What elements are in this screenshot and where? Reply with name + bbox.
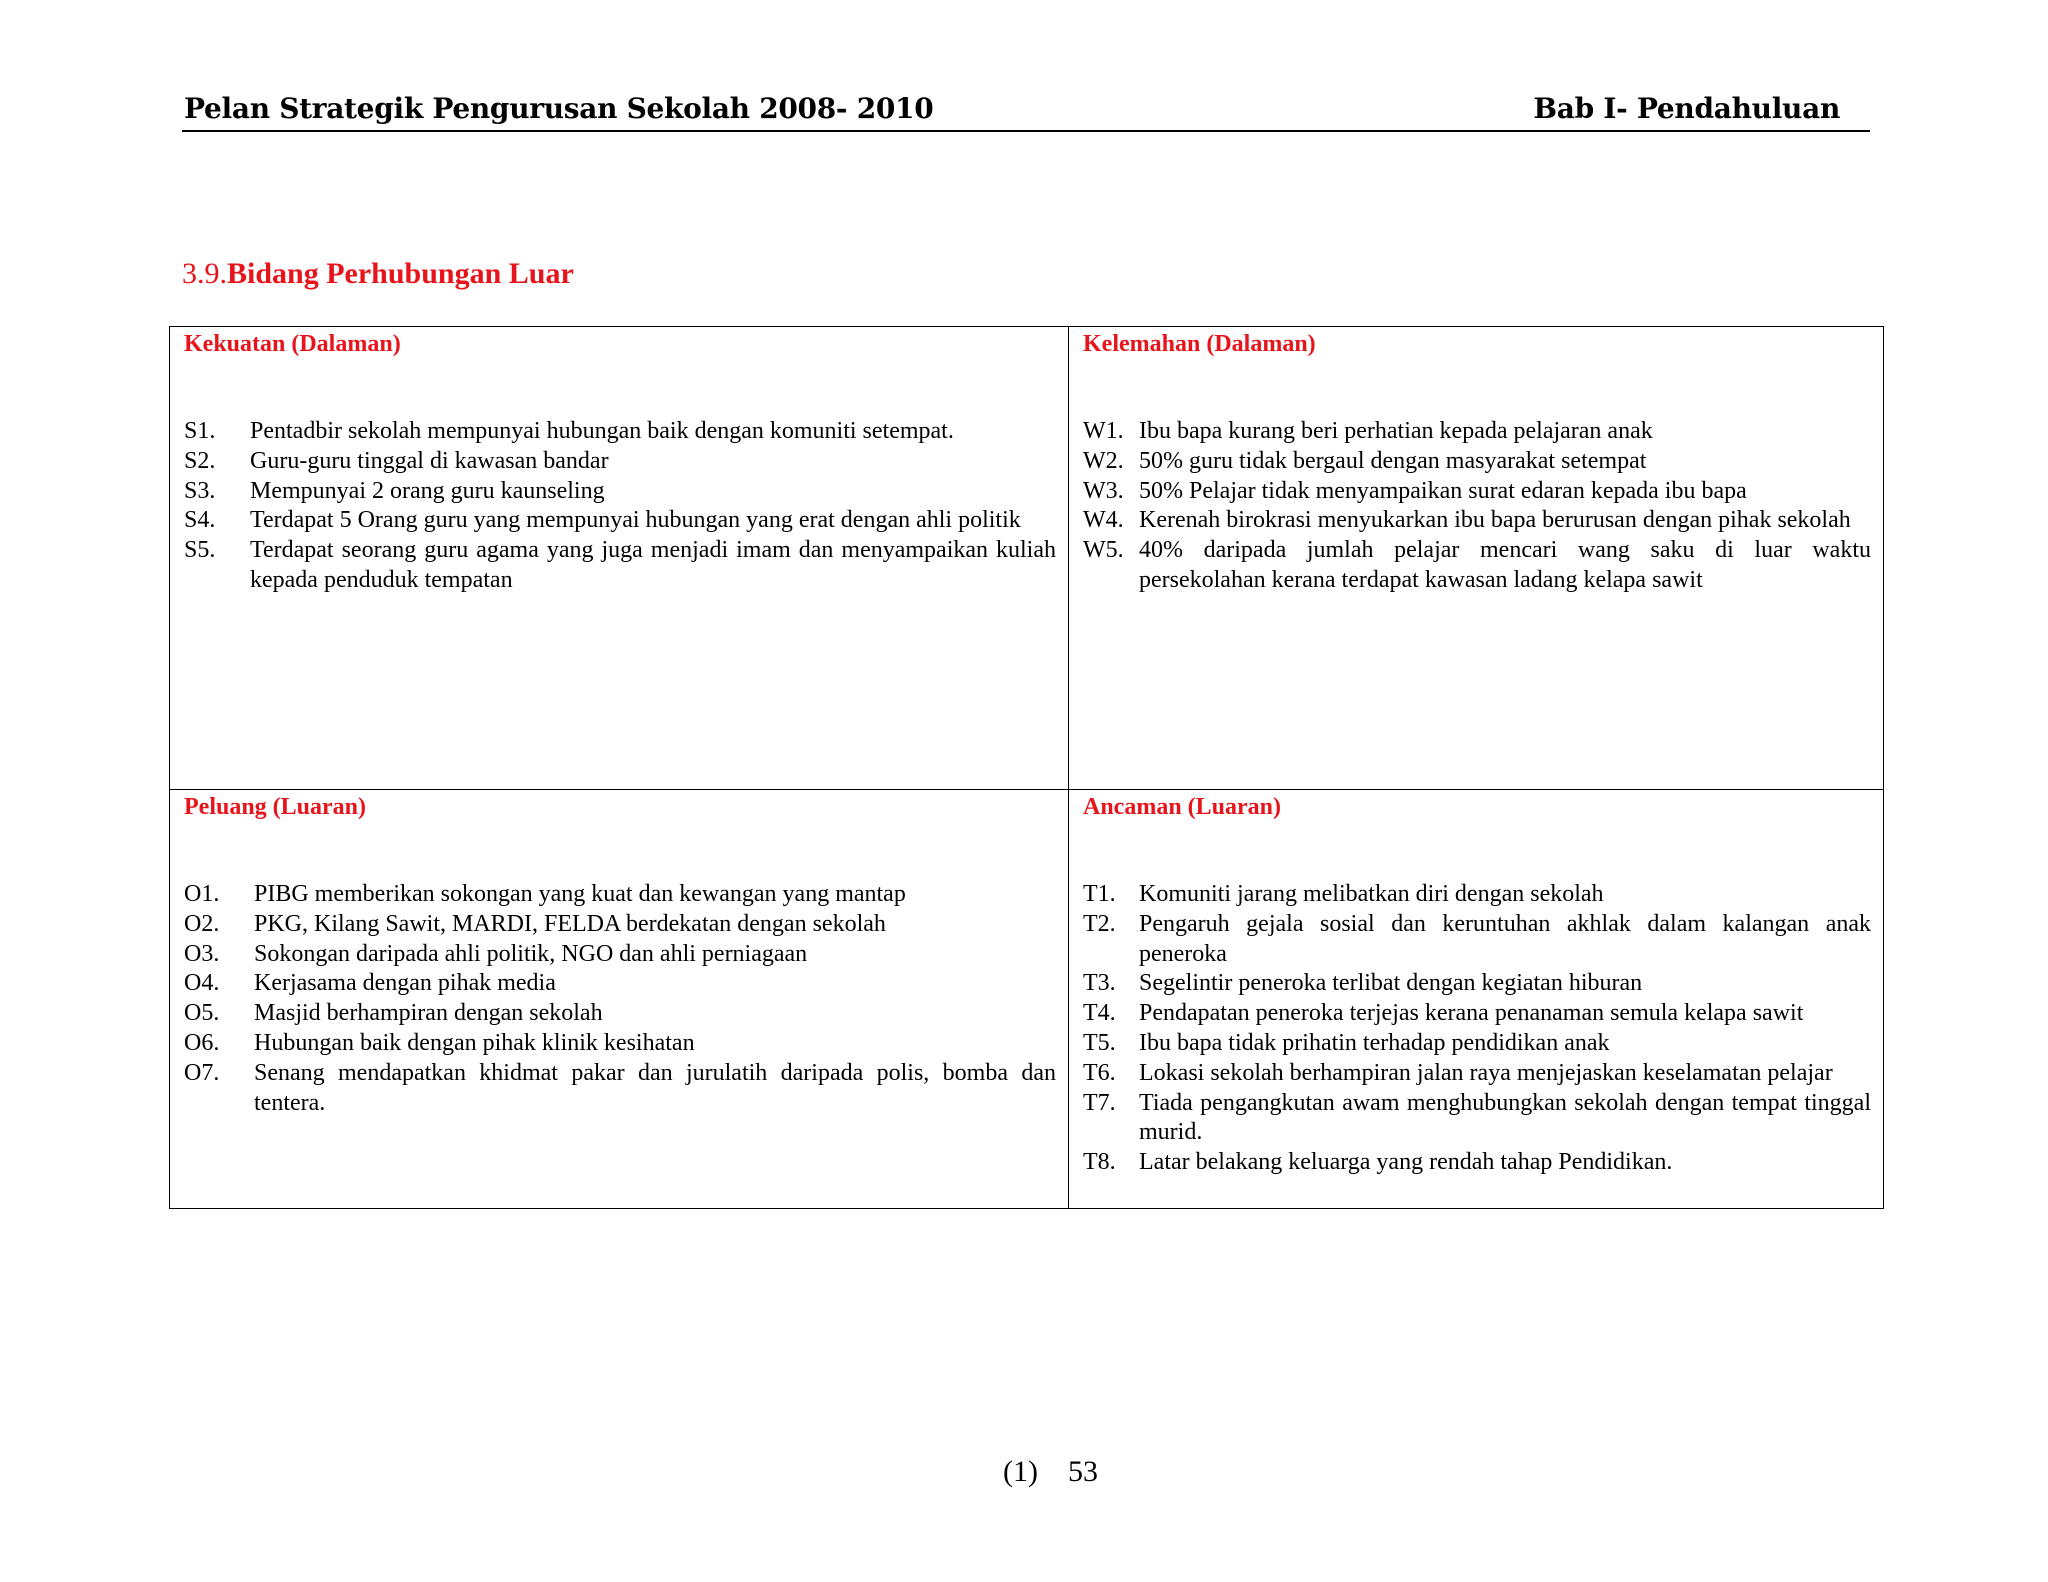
item-text: Guru-guru tinggal di kawasan bandar	[250, 447, 609, 474]
item-code: S5.	[184, 537, 216, 564]
swot-item	[1083, 477, 1871, 507]
swot-item	[1083, 506, 1871, 536]
item-text: Pentadbir sekolah mempunyai hubungan baik dengan komuniti setempat.	[250, 418, 954, 444]
swot-item	[184, 880, 1056, 910]
item-text: Segelintir peneroka terlibat dengan kegiatan hiburan	[1139, 970, 1643, 997]
swot-item	[1083, 1148, 1871, 1178]
section-heading	[182, 256, 574, 292]
swot-item	[1083, 969, 1871, 999]
item-text: Sokongan daripada ahli politik, NGO dan ahli perniagaan	[254, 940, 808, 967]
swot-table	[169, 326, 1884, 1209]
section-title: Bidang Perhubungan Luar	[227, 257, 574, 290]
page-number: (1) 53	[1003, 1455, 1098, 1488]
item-text: Senang mendapatkan khidmat pakar dan jurulatih daripada polis, bomba dan tentera.	[254, 1059, 1056, 1116]
item-code: W1.	[1083, 418, 1124, 444]
swot-item	[184, 1029, 1056, 1059]
swot-item	[184, 910, 1056, 940]
item-code: S2.	[184, 447, 216, 474]
item-code: O4.	[184, 970, 220, 997]
opportunities-cell	[170, 790, 1069, 1209]
threats-cell	[1069, 790, 1884, 1209]
swot-item	[184, 940, 1056, 970]
strengths-cell	[170, 327, 1069, 790]
item-text: Lokasi sekolah berhampiran jalan raya menjejaskan keselamatan pelajar	[1139, 1059, 1833, 1086]
item-code: S1.	[184, 418, 216, 444]
swot-item	[1083, 1029, 1871, 1059]
item-text: Pendapatan peneroka terjejas kerana penanaman semula kelapa sawit	[1139, 1000, 1804, 1027]
swot-item	[1083, 536, 1871, 596]
weaknesses-list	[1083, 417, 1871, 596]
threats-title: Ancaman (Luaran)	[1083, 794, 1282, 820]
item-code: S3.	[184, 477, 216, 504]
item-text: Latar belakang keluarga yang rendah tahap Pendidikan.	[1139, 1149, 1673, 1176]
item-text: Pengaruh gejala sosial dan keruntuhan akhlak dalam kalangan anak peneroka	[1139, 910, 1871, 967]
item-code: O3.	[184, 940, 220, 967]
item-code: W2.	[1083, 447, 1124, 474]
swot-item	[1083, 417, 1871, 447]
swot-item	[184, 536, 1056, 596]
chapter-title: Bab I- Pendahuluan	[1533, 92, 1840, 125]
item-code: S4.	[184, 507, 216, 534]
item-code: T1.	[1083, 881, 1116, 907]
swot-item	[1083, 1089, 1871, 1149]
strengths-list	[184, 417, 1056, 596]
item-code: O1.	[184, 881, 220, 907]
item-text: 50% Pelajar tidak menyampaikan surat edaran kepada ibu bapa	[1139, 477, 1747, 504]
swot-item	[184, 447, 1056, 477]
document-title: Pelan Strategik Pengurusan Sekolah 2008- 2010	[184, 92, 934, 125]
weaknesses-cell	[1069, 327, 1884, 790]
item-code: O5.	[184, 1000, 220, 1027]
item-text: 50% guru tidak bergaul dengan masyarakat setempat	[1139, 447, 1647, 474]
swot-item	[184, 1059, 1056, 1119]
item-code: T4.	[1083, 1000, 1116, 1027]
swot-item	[1083, 910, 1871, 970]
swot-item	[1083, 447, 1871, 477]
swot-item	[184, 417, 1056, 447]
page-header	[182, 92, 1870, 132]
swot-item	[1083, 999, 1871, 1029]
item-code: T5.	[1083, 1029, 1116, 1056]
opportunities-list	[184, 880, 1056, 1118]
swot-item	[184, 999, 1056, 1029]
swot-item	[1083, 1059, 1871, 1089]
item-code: W5.	[1083, 537, 1124, 564]
weaknesses-title: Kelemahan (Dalaman)	[1083, 331, 1316, 357]
item-code: T8.	[1083, 1149, 1116, 1176]
item-text: Komuniti jarang melibatkan diri dengan sekolah	[1139, 881, 1604, 907]
item-text: Masjid berhampiran dengan sekolah	[254, 1000, 603, 1027]
item-text: Kerjasama dengan pihak media	[254, 970, 556, 997]
strengths-title: Kekuatan (Dalaman)	[184, 331, 401, 357]
item-text: 40% daripada jumlah pelajar mencari wang saku di luar waktu persekolahan kerana terdapat kawasan ladang kelapa sawit	[1139, 537, 1871, 593]
swot-item	[1083, 880, 1871, 910]
item-code: O7.	[184, 1059, 220, 1086]
item-text: Ibu bapa kurang beri perhatian kepada pelajaran anak	[1139, 418, 1653, 444]
item-text: PKG, Kilang Sawit, MARDI, FELDA berdekatan dengan sekolah	[254, 910, 886, 937]
item-code: O6.	[184, 1029, 220, 1056]
item-code: T6.	[1083, 1059, 1116, 1086]
item-text: PIBG memberikan sokongan yang kuat dan kewangan yang mantap	[254, 881, 906, 907]
item-code: W4.	[1083, 507, 1124, 534]
item-text: Terdapat seorang guru agama yang juga menjadi imam dan menyampaikan kuliah kepada penduduk tempatan	[250, 537, 1056, 593]
threats-list	[1083, 880, 1871, 1178]
swot-item	[184, 477, 1056, 507]
item-text: Hubungan baik dengan pihak klinik kesihatan	[254, 1029, 695, 1056]
item-code: T3.	[1083, 970, 1116, 997]
opportunities-title: Peluang (Luaran)	[184, 794, 367, 820]
section-number: 3.9.	[182, 257, 227, 290]
item-text: Ibu bapa tidak prihatin terhadap pendidikan anak	[1139, 1029, 1610, 1056]
item-text: Kerenah birokrasi menyukarkan ibu bapa berurusan dengan pihak sekolah	[1139, 507, 1851, 534]
item-code: T2.	[1083, 910, 1116, 937]
item-code: O2.	[184, 910, 220, 937]
item-text: Tiada pengangkutan awam menghubungkan sekolah dengan tempat tinggal murid.	[1139, 1089, 1871, 1146]
item-text: Mempunyai 2 orang guru kaunseling	[250, 477, 605, 504]
item-text: Terdapat 5 Orang guru yang mempunyai hubungan yang erat dengan ahli politik	[250, 507, 1021, 534]
swot-item	[184, 969, 1056, 999]
item-code: W3.	[1083, 477, 1124, 504]
item-code: T7.	[1083, 1089, 1116, 1116]
swot-item	[184, 506, 1056, 536]
